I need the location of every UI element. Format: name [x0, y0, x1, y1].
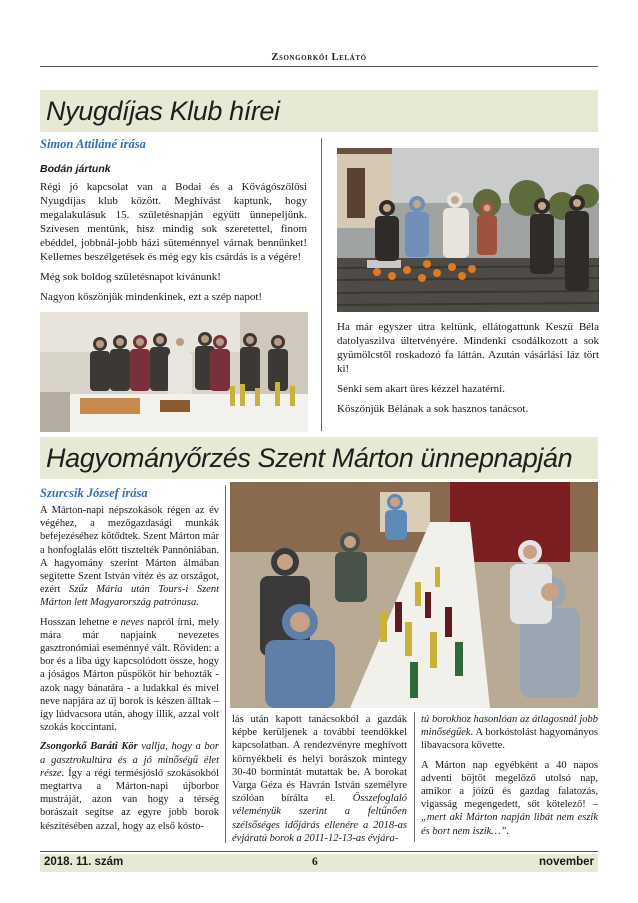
n1a-text: tú borokhoz hasonlóan az átlagosnál jobb minőségűek.: [421, 714, 598, 739]
section1-paragraph-2: Még sok boldog születésnapot kívánunk!: [40, 271, 221, 283]
l3c-text: Így a régi termésjósló szokásokból megtartva a Márton-napi újborbor mustráját, azon van hogy a térség borászait segítse az egyre jobb borok készítésében azzal, hogy az első kósto-: [40, 767, 219, 832]
n2b-text: „mert aki Márton napján libát nem eszik és bort nem iszik…”.: [421, 812, 598, 837]
section1-right-paragraph-1: Ha már egyszer útra keltünk, ellátogattunk Keszü Béla datolyaszilva ültetvényére. Mindenki csodálkozott a sok gyümölcstől roskadozó fa láttán. Azután vásárlási láz tört ki!: [337, 321, 599, 375]
section2-right-paragraph-1: [421, 713, 598, 753]
section2-title-band: [40, 437, 598, 479]
footer: [40, 854, 598, 872]
section2-middle-paragraph-1: [232, 713, 407, 845]
section2-author: Szurcsik József írása: [40, 486, 148, 500]
l2b-text: neves: [120, 616, 144, 628]
footer-issue: 2018. 11. szám: [44, 856, 124, 868]
section2-left-paragraph-3: [40, 740, 219, 832]
section1-column-rule: [321, 138, 322, 431]
m1a-text: lás után kapott tanácsokból a gazdák képbe kerüljenek a további teendőkkel kapcsolatban. A rendezvényre meghívott környékbeli és helyi borászok mintegy 30-40 bormintát mutattak be. A borokat Varga Géza és Havrán István személyre szólóan bírálta el.: [232, 714, 407, 805]
section2-left-text: [40, 504, 219, 839]
section1-title-band: [40, 90, 598, 132]
masthead: Zsongorkői Lelátó: [271, 52, 367, 63]
section1-title: Nyugdíjas Klub hírei: [46, 96, 280, 126]
header-rule: [40, 66, 598, 67]
l3b-text: vallja, hogy a bor a gasztrokultúra és a jó minőségű élet része.: [40, 741, 219, 779]
section2-right-paragraph-2: [421, 759, 598, 838]
group-photo: [40, 312, 308, 432]
section2-column-rule-2: [414, 712, 415, 842]
footer-page-number: 6: [312, 856, 318, 868]
section1-right-paragraph-3: Köszönjük Bélának a sok hasznos tanácsot.: [337, 403, 529, 415]
section1-left-text: [40, 180, 307, 310]
l2a-text: Hosszan lehetne e: [40, 616, 121, 628]
l2c-text: napról írni, mely mára már napjaink nevezetes gasztronómiai eseménnyé vált. Röviden: a bor és a liba úgy kapcsolódott össze, hogy a jóságos Márton püspököt hír behozták - azok nagy bánatára - a ludakkal és mivel neve napjára az új borok is készen álltak – így lúdvacsora után, ahogy illik, azzal volt szokás koccintani.: [40, 616, 219, 734]
section1-right-paragraph-2: Senki sem akart üres kézzel hazatérni.: [337, 383, 505, 395]
section2-column-rule-1: [225, 485, 226, 843]
footer-rule: [40, 851, 598, 852]
section1-right-text: [337, 320, 599, 422]
section1-paragraph-3: Nagyon köszönjük mindenkinek, ezt a szép napot!: [40, 291, 263, 303]
section2-left-paragraph-1: [40, 504, 219, 610]
section1-paragraph-1: Régi jó kapcsolat van a Bodai és a Kővágószőlősi Nyugdíjas klub között. Meghívást kaptunk, hogy megalakulásuk 15. születésnapján együtt ünnepeljünk. Szívesen mentünk, hisz mindig sok szeretettel, finom ebéddel, jobbnál-jobb házi süteménnyel várnak bennünket! Kellemes beszélgetések és még egy kis csárdás is a végére!: [40, 181, 307, 263]
section1-subtitle: Bodán jártunk: [40, 163, 111, 175]
section2-right-text: [421, 713, 598, 844]
footer-month: november: [539, 856, 594, 868]
section1-author: Simon Attiláné írása: [40, 137, 146, 151]
section2-title: Hagyományőrzés Szent Márton ünnepnapján: [46, 443, 573, 473]
n1b-text: A borkóstolást hagyományos libavacsora követte.: [421, 727, 598, 752]
l1b-text: Szűz Mária után Tours-i Szent Márton lett Magyarország patrónusa.: [40, 584, 219, 609]
section2-left-paragraph-2: [40, 616, 219, 735]
l1a-text: A Márton-napi népszokások régen az év végéhez, a mezőgazdasági munkák befejezéséhez kötődtek. Szent Márton már a honfoglalás előtt tisztelték Pannóniában. A hagyomány szerint Márton álmában segítette Szent István vitéz és az országot, ezért: [40, 505, 219, 596]
section2-middle-text: [232, 713, 407, 851]
wine-tasting-dinner-photo: [230, 482, 598, 708]
n2a-text: A Márton nap egyébként a 40 napos adventi böjtöt megelőző utolsó nap, amikor a jóízű és gazdag falatozás, vigasság megengedett, sőt kötelező! –: [421, 759, 598, 811]
l3a-text: Zsongorkő Baráti Kör: [40, 741, 138, 753]
m1b-text: Összefoglaló véleményük szerint a feltűnően szélsőséges időjárás ellenére a 2018-as évjáratú borok a 2011-12-13-as évjára-: [232, 793, 407, 844]
orchard-market-photo: [337, 148, 599, 312]
